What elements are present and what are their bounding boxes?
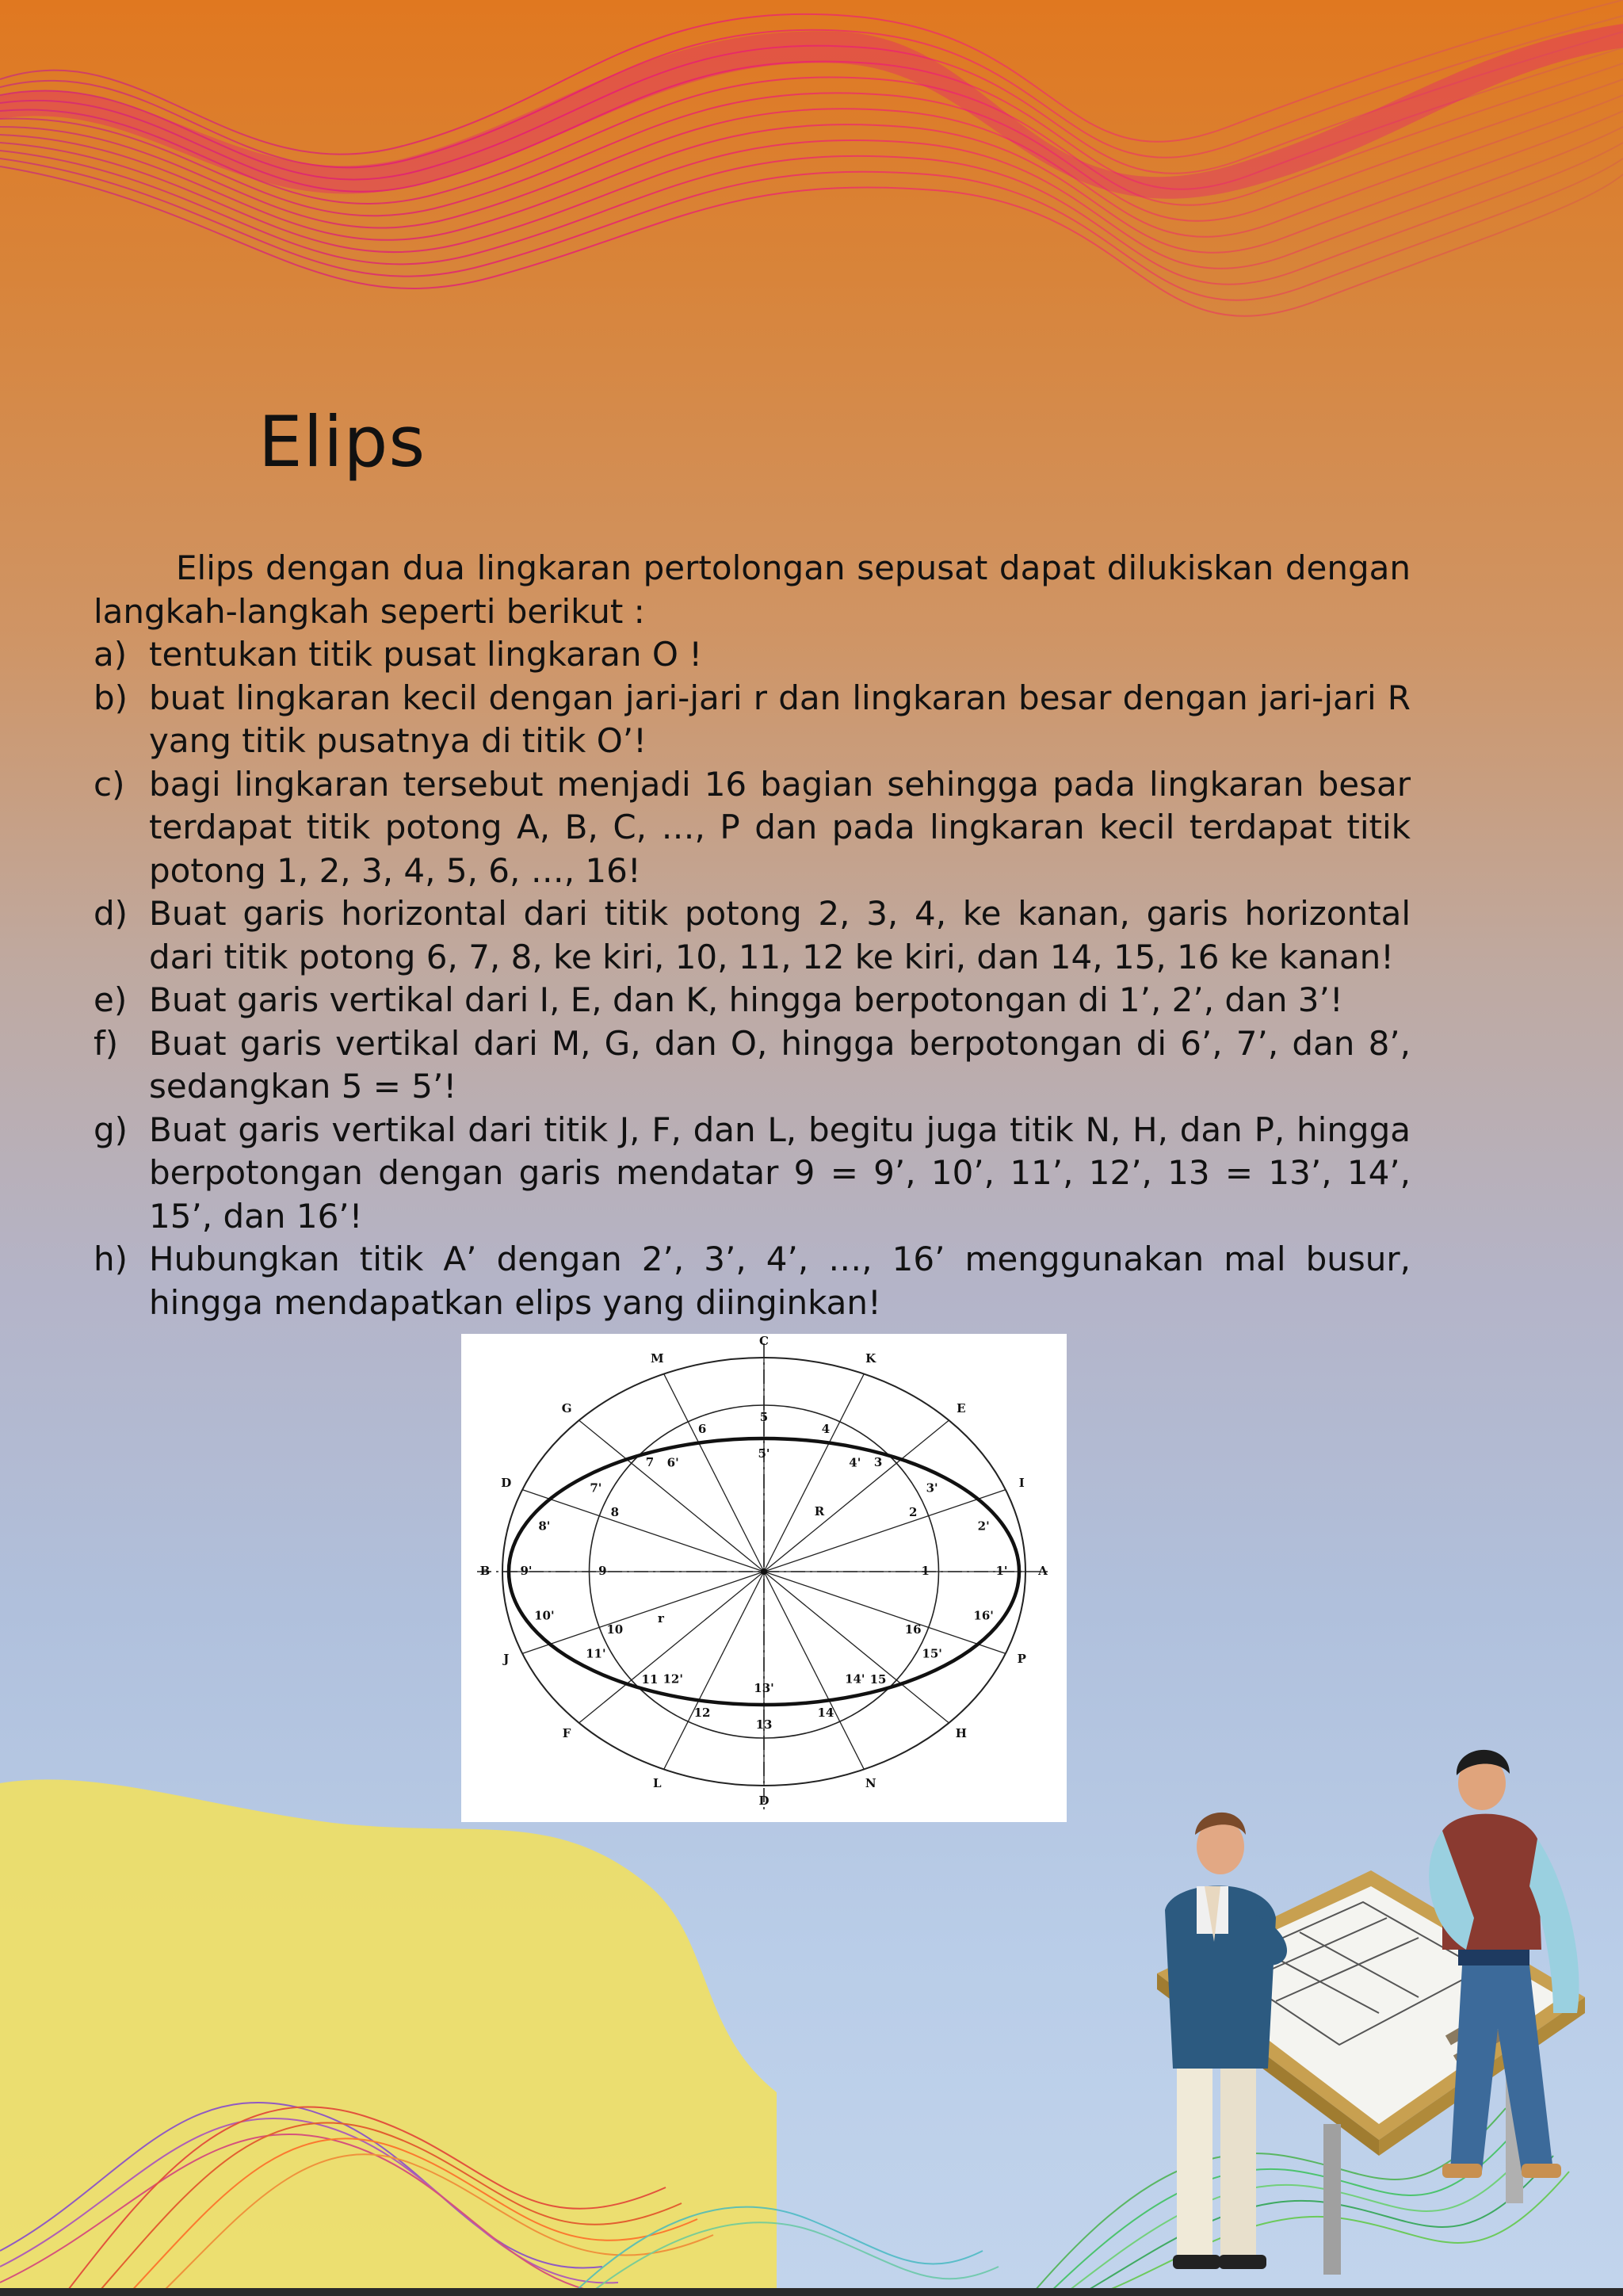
step-text: buat lingkaran kecil dengan jari-jari r dan lingkaran besar dengan jari-jari R yang titik pusatnya di titik O’! <box>149 678 1411 760</box>
ellipse-diagram <box>461 1334 1067 1822</box>
inner-point-label: 9 <box>598 1564 607 1578</box>
ellipse-point-label: 14' <box>845 1671 865 1687</box>
ellipse-point-label: 9' <box>520 1564 533 1578</box>
outer-point-label: F <box>562 1726 571 1741</box>
division-line <box>764 1374 864 1572</box>
division-line <box>764 1572 864 1769</box>
page-title: Elips <box>258 401 426 483</box>
outer-point-label: P <box>1017 1651 1026 1666</box>
inner-point-label: 11 <box>641 1672 659 1687</box>
outer-point-label: E <box>957 1400 966 1415</box>
ellipse-point-label: 1' <box>995 1564 1008 1578</box>
division-line <box>764 1490 1006 1572</box>
outer-point-label: C <box>759 1334 769 1348</box>
list-item <box>94 1109 1411 1239</box>
center-point <box>761 1568 767 1575</box>
step-marker: b) <box>94 678 128 717</box>
inner-point-label: 12 <box>693 1706 711 1721</box>
step-marker: e) <box>94 980 128 1019</box>
ellipse-point-label: 11' <box>586 1646 606 1661</box>
list-item <box>94 979 1411 1022</box>
step-text: tentukan titik pusat lingkaran O ! <box>149 635 703 674</box>
ellipse-point-label: 2' <box>977 1519 990 1534</box>
step-marker: a) <box>94 635 128 674</box>
ellipse-point-label: 8' <box>538 1519 551 1534</box>
inner-point-label: 14 <box>817 1706 834 1721</box>
division-line <box>522 1490 764 1572</box>
list-item <box>94 892 1411 979</box>
outer-point-label: K <box>865 1351 876 1366</box>
step-marker: f) <box>94 1023 119 1063</box>
steps-list <box>94 633 1411 1324</box>
ellipse-point-label: 15' <box>922 1646 942 1661</box>
step-marker: c) <box>94 764 125 804</box>
ellipse-construction-figure <box>461 1334 1067 1822</box>
step-text: Hubungkan titik A’ dengan 2’, 3’, 4’, …, 16’ menggunakan mal busur, hingga mendapatkan elips yang diinginkan! <box>149 1240 1411 1322</box>
bottom-border <box>0 2288 1623 2296</box>
division-line <box>664 1374 764 1572</box>
outer-point-label: A <box>1038 1564 1048 1578</box>
division-line <box>764 1572 1006 1653</box>
division-line <box>764 1572 949 1723</box>
ellipse-point-label: 7' <box>590 1480 602 1496</box>
inner-point-label: 5 <box>759 1410 769 1424</box>
top-wave-decoration <box>0 0 1623 412</box>
inner-point-label: 1 <box>921 1564 930 1578</box>
inner-point-label: 16 <box>904 1622 922 1637</box>
outer-point-label: D <box>501 1476 512 1491</box>
inner-point-label: 3 <box>873 1454 883 1469</box>
inner-point-label: 15 <box>869 1672 887 1687</box>
intro-paragraph: Elips dengan dua lingkaran pertolongan sepusat dapat dilukiskan dengan langkah-langkah seperti berikut : <box>94 548 1411 631</box>
inner-point-label: 2 <box>908 1504 918 1519</box>
inner-point-label: 8 <box>610 1504 620 1519</box>
ellipse-point-label: 13' <box>754 1681 774 1695</box>
outer-point-label: M <box>650 1351 664 1366</box>
radius-small-label: r <box>658 1611 664 1626</box>
outer-point-label: B <box>479 1564 491 1578</box>
ellipse-point-label: 10' <box>534 1608 555 1623</box>
step-marker: h) <box>94 1240 128 1278</box>
ellipse-point-label: 6' <box>666 1455 679 1470</box>
inner-point-label: 7 <box>645 1454 655 1469</box>
list-item <box>94 1238 1411 1324</box>
inner-point-label: 10 <box>606 1622 624 1637</box>
step-text: Buat garis vertikal dari titik J, F, dan L, begitu juga titik N, H, dan P, hingga berpotongan dengan garis mendatar 9 = 9’, 10’, 11’, 12’, 13 = 13’, 14’, 15’, dan 16’! <box>149 1110 1411 1236</box>
outer-point-label: G <box>561 1400 572 1415</box>
ellipse-point-label: 16' <box>973 1608 994 1623</box>
outer-point-label: L <box>653 1775 662 1790</box>
list-item <box>94 633 1411 677</box>
ellipse-point-label: 4' <box>849 1455 861 1470</box>
step-text: Buat garis vertikal dari I, E, dan K, hingga berpotongan di 1’, 2’, dan 3’! <box>149 980 1343 1019</box>
outer-point-label: J <box>503 1651 510 1666</box>
division-line <box>579 1572 764 1723</box>
step-text: bagi lingkaran tersebut menjadi 16 bagian sehingga pada lingkaran besar terdapat titik potong A, B, C, …, P dan pada lingkaran kecil terdapat titik potong 1, 2, 3, 4, 5, 6, …, 16! <box>149 764 1411 890</box>
drafting-illustration <box>1109 1728 1617 2296</box>
list-item <box>94 763 1411 893</box>
content-body <box>94 547 1411 1324</box>
ellipse-point-label: 3' <box>926 1480 938 1496</box>
step-marker: g) <box>94 1110 128 1149</box>
list-item <box>94 1022 1411 1109</box>
ellipse-point-label: 5' <box>758 1446 770 1461</box>
outer-point-label: D <box>758 1794 769 1808</box>
division-line <box>664 1572 764 1769</box>
step-marker: d) <box>94 894 128 933</box>
ellipse-point-label: 12' <box>663 1671 683 1687</box>
step-text: Buat garis vertikal dari M, G, dan O, hingga berpotongan di 6’, 7’, dan 8’, sedangkan 5 = 5’! <box>149 1023 1411 1106</box>
step-text: Buat garis horizontal dari titik potong 2, 3, 4, ke kanan, garis horizontal dari titik potong 6, 7, 8, ke kiri, 10, 11, 12 ke kiri, dan 14, 15, 16 ke kanan! <box>149 894 1411 976</box>
outer-point-label: I <box>1018 1476 1025 1491</box>
inner-point-label: 6 <box>697 1421 707 1436</box>
division-line <box>764 1420 949 1572</box>
list-item <box>94 677 1411 763</box>
outer-point-label: N <box>865 1775 876 1790</box>
radius-big-label: R <box>814 1504 825 1519</box>
division-line <box>522 1572 764 1653</box>
man-left <box>1165 1813 1287 2269</box>
outer-point-label: H <box>955 1726 967 1741</box>
inner-point-label: 13 <box>755 1717 773 1732</box>
division-line <box>579 1420 764 1572</box>
inner-point-label: 4 <box>821 1421 831 1436</box>
